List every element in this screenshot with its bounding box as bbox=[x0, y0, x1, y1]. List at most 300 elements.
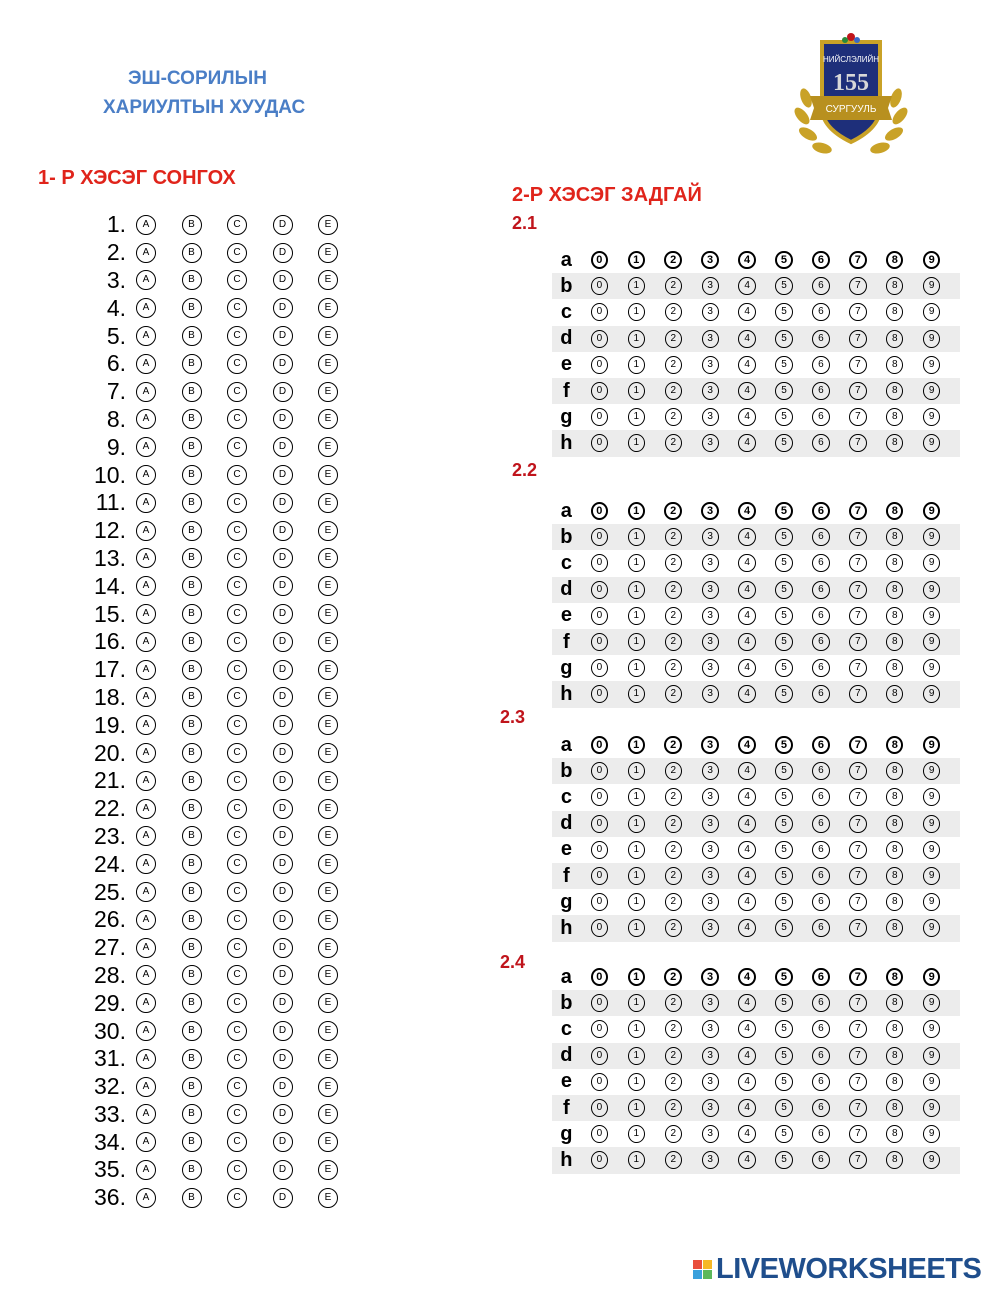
digit-bubble[interactable]: 9 bbox=[923, 893, 940, 911]
digit-bubble[interactable]: 1 bbox=[628, 502, 645, 520]
option-bubble[interactable]: E bbox=[318, 1021, 338, 1041]
option-bubble[interactable]: D bbox=[273, 687, 293, 707]
digit-bubble[interactable]: 0 bbox=[591, 685, 608, 703]
option-bubble[interactable]: D bbox=[273, 799, 293, 819]
digit-bubble[interactable]: 9 bbox=[923, 788, 940, 806]
digit-bubble[interactable]: 0 bbox=[591, 408, 608, 426]
digit-bubble[interactable]: 8 bbox=[886, 554, 903, 572]
digit-bubble[interactable]: 0 bbox=[591, 528, 608, 546]
digit-bubble[interactable]: 4 bbox=[738, 528, 755, 546]
option-bubble[interactable]: A bbox=[136, 521, 156, 541]
option-bubble[interactable]: B bbox=[182, 1021, 202, 1041]
digit-bubble[interactable]: 6 bbox=[812, 762, 829, 780]
digit-bubble[interactable]: 2 bbox=[665, 815, 682, 833]
digit-bubble[interactable]: 2 bbox=[665, 685, 682, 703]
option-bubble[interactable]: A bbox=[136, 826, 156, 846]
digit-bubble[interactable]: 1 bbox=[628, 1047, 645, 1065]
digit-bubble[interactable]: 6 bbox=[812, 581, 829, 599]
option-bubble[interactable]: E bbox=[318, 521, 338, 541]
digit-bubble[interactable]: 2 bbox=[665, 867, 682, 885]
option-bubble[interactable]: D bbox=[273, 1049, 293, 1069]
digit-bubble[interactable]: 3 bbox=[702, 893, 719, 911]
digit-bubble[interactable]: 3 bbox=[701, 251, 718, 269]
digit-bubble[interactable]: 0 bbox=[591, 1125, 608, 1143]
digit-bubble[interactable]: 8 bbox=[886, 1047, 903, 1065]
digit-bubble[interactable]: 9 bbox=[923, 356, 940, 374]
option-bubble[interactable]: A bbox=[136, 576, 156, 596]
digit-bubble[interactable]: 1 bbox=[628, 919, 645, 937]
digit-bubble[interactable]: 6 bbox=[812, 382, 829, 400]
option-bubble[interactable]: A bbox=[136, 799, 156, 819]
option-bubble[interactable]: C bbox=[227, 298, 247, 318]
option-bubble[interactable]: B bbox=[182, 548, 202, 568]
option-bubble[interactable]: A bbox=[136, 270, 156, 290]
option-bubble[interactable]: C bbox=[227, 493, 247, 513]
option-bubble[interactable]: E bbox=[318, 1188, 338, 1208]
digit-bubble[interactable]: 1 bbox=[628, 330, 645, 348]
digit-bubble[interactable]: 6 bbox=[812, 330, 829, 348]
option-bubble[interactable]: A bbox=[136, 604, 156, 624]
digit-bubble[interactable]: 2 bbox=[665, 994, 682, 1012]
digit-bubble[interactable]: 1 bbox=[628, 968, 645, 986]
digit-bubble[interactable]: 0 bbox=[591, 968, 608, 986]
option-bubble[interactable]: A bbox=[136, 1160, 156, 1180]
option-bubble[interactable]: B bbox=[182, 799, 202, 819]
option-bubble[interactable]: C bbox=[227, 326, 247, 346]
option-bubble[interactable]: B bbox=[182, 604, 202, 624]
digit-bubble[interactable]: 4 bbox=[738, 1151, 755, 1169]
digit-bubble[interactable]: 4 bbox=[738, 633, 755, 651]
option-bubble[interactable]: A bbox=[136, 382, 156, 402]
digit-bubble[interactable]: 8 bbox=[886, 736, 903, 754]
digit-bubble[interactable]: 3 bbox=[702, 408, 719, 426]
option-bubble[interactable]: A bbox=[136, 715, 156, 735]
digit-bubble[interactable]: 5 bbox=[775, 502, 792, 520]
option-bubble[interactable]: D bbox=[273, 298, 293, 318]
digit-bubble[interactable]: 4 bbox=[738, 893, 755, 911]
digit-bubble[interactable]: 5 bbox=[775, 607, 792, 625]
option-bubble[interactable]: C bbox=[227, 548, 247, 568]
digit-bubble[interactable]: 2 bbox=[665, 434, 682, 452]
digit-bubble[interactable]: 9 bbox=[923, 919, 940, 937]
digit-bubble[interactable]: 0 bbox=[591, 251, 608, 269]
digit-bubble[interactable]: 6 bbox=[812, 815, 829, 833]
digit-bubble[interactable]: 6 bbox=[812, 502, 829, 520]
digit-bubble[interactable]: 1 bbox=[628, 659, 645, 677]
digit-bubble[interactable]: 9 bbox=[923, 581, 940, 599]
digit-bubble[interactable]: 3 bbox=[702, 303, 719, 321]
option-bubble[interactable]: D bbox=[273, 409, 293, 429]
option-bubble[interactable]: C bbox=[227, 743, 247, 763]
option-bubble[interactable]: E bbox=[318, 382, 338, 402]
digit-bubble[interactable]: 2 bbox=[665, 1151, 682, 1169]
digit-bubble[interactable]: 3 bbox=[702, 841, 719, 859]
digit-bubble[interactable]: 4 bbox=[738, 762, 755, 780]
option-bubble[interactable]: D bbox=[273, 938, 293, 958]
digit-bubble[interactable]: 1 bbox=[628, 408, 645, 426]
digit-bubble[interactable]: 1 bbox=[628, 815, 645, 833]
digit-bubble[interactable]: 4 bbox=[738, 968, 755, 986]
option-bubble[interactable]: E bbox=[318, 660, 338, 680]
digit-bubble[interactable]: 1 bbox=[628, 1073, 645, 1091]
digit-bubble[interactable]: 5 bbox=[775, 893, 792, 911]
digit-bubble[interactable]: 7 bbox=[849, 581, 866, 599]
digit-bubble[interactable]: 9 bbox=[923, 994, 940, 1012]
digit-bubble[interactable]: 8 bbox=[886, 1151, 903, 1169]
digit-bubble[interactable]: 6 bbox=[812, 434, 829, 452]
digit-bubble[interactable]: 2 bbox=[665, 528, 682, 546]
digit-bubble[interactable]: 2 bbox=[665, 633, 682, 651]
option-bubble[interactable]: C bbox=[227, 632, 247, 652]
option-bubble[interactable]: B bbox=[182, 521, 202, 541]
option-bubble[interactable]: D bbox=[273, 1021, 293, 1041]
digit-bubble[interactable]: 7 bbox=[849, 685, 866, 703]
option-bubble[interactable]: B bbox=[182, 687, 202, 707]
digit-bubble[interactable]: 6 bbox=[812, 867, 829, 885]
digit-bubble[interactable]: 1 bbox=[628, 277, 645, 295]
digit-bubble[interactable]: 9 bbox=[923, 251, 940, 269]
option-bubble[interactable]: A bbox=[136, 687, 156, 707]
digit-bubble[interactable]: 1 bbox=[628, 528, 645, 546]
option-bubble[interactable]: D bbox=[273, 882, 293, 902]
option-bubble[interactable]: D bbox=[273, 465, 293, 485]
digit-bubble[interactable]: 7 bbox=[849, 251, 866, 269]
option-bubble[interactable]: A bbox=[136, 1104, 156, 1124]
option-bubble[interactable]: E bbox=[318, 993, 338, 1013]
option-bubble[interactable]: C bbox=[227, 993, 247, 1013]
digit-bubble[interactable]: 8 bbox=[886, 685, 903, 703]
option-bubble[interactable]: D bbox=[273, 326, 293, 346]
option-bubble[interactable]: D bbox=[273, 1188, 293, 1208]
digit-bubble[interactable]: 5 bbox=[775, 528, 792, 546]
digit-bubble[interactable]: 3 bbox=[702, 382, 719, 400]
option-bubble[interactable]: B bbox=[182, 576, 202, 596]
digit-bubble[interactable]: 1 bbox=[628, 251, 645, 269]
digit-bubble[interactable]: 8 bbox=[886, 841, 903, 859]
option-bubble[interactable]: E bbox=[318, 687, 338, 707]
digit-bubble[interactable]: 7 bbox=[849, 841, 866, 859]
digit-bubble[interactable]: 1 bbox=[628, 1125, 645, 1143]
digit-bubble[interactable]: 9 bbox=[923, 815, 940, 833]
option-bubble[interactable]: E bbox=[318, 799, 338, 819]
digit-bubble[interactable]: 0 bbox=[591, 607, 608, 625]
digit-bubble[interactable]: 5 bbox=[775, 1099, 792, 1117]
digit-bubble[interactable]: 6 bbox=[812, 554, 829, 572]
digit-bubble[interactable]: 8 bbox=[886, 502, 903, 520]
digit-bubble[interactable]: 8 bbox=[886, 919, 903, 937]
digit-bubble[interactable]: 1 bbox=[628, 736, 645, 754]
option-bubble[interactable]: B bbox=[182, 326, 202, 346]
option-bubble[interactable]: D bbox=[273, 521, 293, 541]
option-bubble[interactable]: C bbox=[227, 882, 247, 902]
option-bubble[interactable]: C bbox=[227, 465, 247, 485]
option-bubble[interactable]: D bbox=[273, 493, 293, 513]
option-bubble[interactable]: D bbox=[273, 437, 293, 457]
digit-bubble[interactable]: 0 bbox=[591, 356, 608, 374]
digit-bubble[interactable]: 4 bbox=[738, 788, 755, 806]
digit-bubble[interactable]: 8 bbox=[886, 1099, 903, 1117]
option-bubble[interactable]: A bbox=[136, 771, 156, 791]
digit-bubble[interactable]: 5 bbox=[775, 841, 792, 859]
digit-bubble[interactable]: 5 bbox=[775, 788, 792, 806]
option-bubble[interactable]: B bbox=[182, 1132, 202, 1152]
option-bubble[interactable]: C bbox=[227, 965, 247, 985]
digit-bubble[interactable]: 4 bbox=[738, 330, 755, 348]
option-bubble[interactable]: B bbox=[182, 854, 202, 874]
option-bubble[interactable]: C bbox=[227, 521, 247, 541]
option-bubble[interactable]: B bbox=[182, 354, 202, 374]
digit-bubble[interactable]: 9 bbox=[923, 1047, 940, 1065]
digit-bubble[interactable]: 8 bbox=[886, 994, 903, 1012]
option-bubble[interactable]: A bbox=[136, 548, 156, 568]
digit-bubble[interactable]: 0 bbox=[591, 633, 608, 651]
digit-bubble[interactable]: 5 bbox=[775, 382, 792, 400]
digit-bubble[interactable]: 2 bbox=[665, 1020, 682, 1038]
option-bubble[interactable]: C bbox=[227, 660, 247, 680]
option-bubble[interactable]: D bbox=[273, 1160, 293, 1180]
digit-bubble[interactable]: 8 bbox=[886, 607, 903, 625]
digit-bubble[interactable]: 2 bbox=[665, 1099, 682, 1117]
digit-bubble[interactable]: 0 bbox=[591, 1047, 608, 1065]
option-bubble[interactable]: E bbox=[318, 409, 338, 429]
digit-bubble[interactable]: 3 bbox=[702, 762, 719, 780]
option-bubble[interactable]: A bbox=[136, 882, 156, 902]
digit-bubble[interactable]: 8 bbox=[886, 251, 903, 269]
digit-bubble[interactable]: 8 bbox=[886, 867, 903, 885]
digit-bubble[interactable]: 9 bbox=[923, 659, 940, 677]
option-bubble[interactable]: D bbox=[273, 354, 293, 374]
digit-bubble[interactable]: 1 bbox=[628, 867, 645, 885]
option-bubble[interactable]: B bbox=[182, 382, 202, 402]
digit-bubble[interactable]: 8 bbox=[886, 1073, 903, 1091]
option-bubble[interactable]: C bbox=[227, 771, 247, 791]
digit-bubble[interactable]: 0 bbox=[591, 919, 608, 937]
digit-bubble[interactable]: 4 bbox=[738, 277, 755, 295]
digit-bubble[interactable]: 1 bbox=[628, 356, 645, 374]
digit-bubble[interactable]: 4 bbox=[738, 581, 755, 599]
digit-bubble[interactable]: 3 bbox=[702, 1151, 719, 1169]
digit-bubble[interactable]: 4 bbox=[738, 685, 755, 703]
option-bubble[interactable]: D bbox=[273, 270, 293, 290]
option-bubble[interactable]: A bbox=[136, 910, 156, 930]
digit-bubble[interactable]: 6 bbox=[812, 528, 829, 546]
digit-bubble[interactable]: 2 bbox=[665, 356, 682, 374]
digit-bubble[interactable]: 4 bbox=[738, 408, 755, 426]
digit-bubble[interactable]: 6 bbox=[812, 893, 829, 911]
digit-bubble[interactable]: 9 bbox=[923, 1125, 940, 1143]
digit-bubble[interactable]: 3 bbox=[702, 994, 719, 1012]
digit-bubble[interactable]: 1 bbox=[628, 1099, 645, 1117]
digit-bubble[interactable]: 0 bbox=[591, 841, 608, 859]
digit-bubble[interactable]: 4 bbox=[738, 1047, 755, 1065]
digit-bubble[interactable]: 4 bbox=[738, 867, 755, 885]
digit-bubble[interactable]: 3 bbox=[702, 815, 719, 833]
digit-bubble[interactable]: 8 bbox=[886, 659, 903, 677]
digit-bubble[interactable]: 8 bbox=[886, 356, 903, 374]
digit-bubble[interactable]: 8 bbox=[886, 581, 903, 599]
digit-bubble[interactable]: 3 bbox=[702, 554, 719, 572]
digit-bubble[interactable]: 6 bbox=[812, 408, 829, 426]
digit-bubble[interactable]: 5 bbox=[775, 815, 792, 833]
digit-bubble[interactable]: 3 bbox=[702, 1099, 719, 1117]
option-bubble[interactable]: A bbox=[136, 743, 156, 763]
digit-bubble[interactable]: 4 bbox=[738, 434, 755, 452]
digit-bubble[interactable]: 3 bbox=[702, 1073, 719, 1091]
option-bubble[interactable]: B bbox=[182, 743, 202, 763]
digit-bubble[interactable]: 9 bbox=[923, 736, 940, 754]
digit-bubble[interactable]: 7 bbox=[849, 659, 866, 677]
digit-bubble[interactable]: 5 bbox=[775, 919, 792, 937]
digit-bubble[interactable]: 4 bbox=[738, 1125, 755, 1143]
digit-bubble[interactable]: 6 bbox=[812, 685, 829, 703]
digit-bubble[interactable]: 0 bbox=[591, 303, 608, 321]
digit-bubble[interactable]: 7 bbox=[849, 408, 866, 426]
option-bubble[interactable]: B bbox=[182, 882, 202, 902]
digit-bubble[interactable]: 1 bbox=[628, 607, 645, 625]
digit-bubble[interactable]: 2 bbox=[664, 251, 681, 269]
option-bubble[interactable]: B bbox=[182, 270, 202, 290]
digit-bubble[interactable]: 9 bbox=[923, 382, 940, 400]
digit-bubble[interactable]: 4 bbox=[738, 736, 755, 754]
digit-bubble[interactable]: 3 bbox=[702, 581, 719, 599]
option-bubble[interactable]: C bbox=[227, 354, 247, 374]
digit-bubble[interactable]: 6 bbox=[812, 633, 829, 651]
option-bubble[interactable]: B bbox=[182, 715, 202, 735]
digit-bubble[interactable]: 3 bbox=[702, 528, 719, 546]
digit-bubble[interactable]: 0 bbox=[591, 736, 608, 754]
digit-bubble[interactable]: 8 bbox=[886, 788, 903, 806]
digit-bubble[interactable]: 3 bbox=[702, 1125, 719, 1143]
digit-bubble[interactable]: 7 bbox=[849, 502, 866, 520]
digit-bubble[interactable]: 7 bbox=[849, 1151, 866, 1169]
digit-bubble[interactable]: 5 bbox=[775, 659, 792, 677]
digit-bubble[interactable]: 1 bbox=[628, 762, 645, 780]
digit-bubble[interactable]: 0 bbox=[591, 867, 608, 885]
digit-bubble[interactable]: 9 bbox=[923, 502, 940, 520]
digit-bubble[interactable]: 7 bbox=[849, 1099, 866, 1117]
digit-bubble[interactable]: 3 bbox=[702, 867, 719, 885]
digit-bubble[interactable]: 6 bbox=[812, 968, 829, 986]
digit-bubble[interactable]: 2 bbox=[665, 1125, 682, 1143]
digit-bubble[interactable]: 4 bbox=[738, 502, 755, 520]
option-bubble[interactable]: A bbox=[136, 298, 156, 318]
digit-bubble[interactable]: 6 bbox=[812, 1099, 829, 1117]
option-bubble[interactable]: A bbox=[136, 1132, 156, 1152]
digit-bubble[interactable]: 8 bbox=[886, 815, 903, 833]
digit-bubble[interactable]: 0 bbox=[591, 1151, 608, 1169]
option-bubble[interactable]: C bbox=[227, 409, 247, 429]
digit-bubble[interactable]: 2 bbox=[665, 554, 682, 572]
digit-bubble[interactable]: 7 bbox=[849, 607, 866, 625]
digit-bubble[interactable]: 6 bbox=[812, 251, 829, 269]
digit-bubble[interactable]: 5 bbox=[775, 1125, 792, 1143]
digit-bubble[interactable]: 4 bbox=[738, 659, 755, 677]
digit-bubble[interactable]: 9 bbox=[923, 528, 940, 546]
digit-bubble[interactable]: 5 bbox=[775, 330, 792, 348]
digit-bubble[interactable]: 8 bbox=[886, 893, 903, 911]
digit-bubble[interactable]: 8 bbox=[886, 968, 903, 986]
digit-bubble[interactable]: 8 bbox=[886, 277, 903, 295]
digit-bubble[interactable]: 5 bbox=[775, 867, 792, 885]
digit-bubble[interactable]: 2 bbox=[665, 408, 682, 426]
digit-bubble[interactable]: 9 bbox=[923, 685, 940, 703]
option-bubble[interactable]: C bbox=[227, 270, 247, 290]
digit-bubble[interactable]: 7 bbox=[849, 330, 866, 348]
option-bubble[interactable]: B bbox=[182, 1077, 202, 1097]
option-bubble[interactable]: E bbox=[318, 354, 338, 374]
digit-bubble[interactable]: 9 bbox=[923, 1020, 940, 1038]
option-bubble[interactable]: B bbox=[182, 1104, 202, 1124]
option-bubble[interactable]: C bbox=[227, 382, 247, 402]
digit-bubble[interactable]: 4 bbox=[738, 251, 755, 269]
digit-bubble[interactable]: 0 bbox=[591, 1073, 608, 1091]
digit-bubble[interactable]: 6 bbox=[812, 1073, 829, 1091]
option-bubble[interactable]: B bbox=[182, 1188, 202, 1208]
option-bubble[interactable]: E bbox=[318, 826, 338, 846]
option-bubble[interactable]: E bbox=[318, 965, 338, 985]
digit-bubble[interactable]: 9 bbox=[923, 762, 940, 780]
option-bubble[interactable]: C bbox=[227, 1132, 247, 1152]
digit-bubble[interactable]: 6 bbox=[812, 736, 829, 754]
option-bubble[interactable]: B bbox=[182, 965, 202, 985]
digit-bubble[interactable]: 2 bbox=[665, 893, 682, 911]
option-bubble[interactable]: B bbox=[182, 1160, 202, 1180]
digit-bubble[interactable]: 0 bbox=[591, 994, 608, 1012]
digit-bubble[interactable]: 0 bbox=[591, 382, 608, 400]
digit-bubble[interactable]: 0 bbox=[591, 659, 608, 677]
digit-bubble[interactable]: 8 bbox=[886, 762, 903, 780]
option-bubble[interactable]: C bbox=[227, 910, 247, 930]
option-bubble[interactable]: A bbox=[136, 465, 156, 485]
option-bubble[interactable]: D bbox=[273, 743, 293, 763]
digit-bubble[interactable]: 6 bbox=[812, 919, 829, 937]
digit-bubble[interactable]: 5 bbox=[775, 251, 792, 269]
option-bubble[interactable]: C bbox=[227, 576, 247, 596]
digit-bubble[interactable]: 5 bbox=[775, 408, 792, 426]
digit-bubble[interactable]: 5 bbox=[775, 968, 792, 986]
digit-bubble[interactable]: 3 bbox=[701, 968, 718, 986]
digit-bubble[interactable]: 7 bbox=[849, 1020, 866, 1038]
digit-bubble[interactable]: 7 bbox=[849, 893, 866, 911]
option-bubble[interactable]: D bbox=[273, 993, 293, 1013]
digit-bubble[interactable]: 9 bbox=[923, 867, 940, 885]
digit-bubble[interactable]: 3 bbox=[702, 434, 719, 452]
digit-bubble[interactable]: 6 bbox=[812, 1151, 829, 1169]
digit-bubble[interactable]: 4 bbox=[738, 554, 755, 572]
digit-bubble[interactable]: 3 bbox=[702, 277, 719, 295]
option-bubble[interactable]: D bbox=[273, 1132, 293, 1152]
digit-bubble[interactable]: 8 bbox=[886, 303, 903, 321]
option-bubble[interactable]: A bbox=[136, 1021, 156, 1041]
option-bubble[interactable]: A bbox=[136, 993, 156, 1013]
option-bubble[interactable]: E bbox=[318, 465, 338, 485]
digit-bubble[interactable]: 8 bbox=[886, 1020, 903, 1038]
digit-bubble[interactable]: 0 bbox=[591, 502, 608, 520]
digit-bubble[interactable]: 4 bbox=[738, 1099, 755, 1117]
digit-bubble[interactable]: 8 bbox=[886, 434, 903, 452]
option-bubble[interactable]: C bbox=[227, 938, 247, 958]
digit-bubble[interactable]: 1 bbox=[628, 893, 645, 911]
digit-bubble[interactable]: 7 bbox=[849, 867, 866, 885]
digit-bubble[interactable]: 9 bbox=[923, 277, 940, 295]
digit-bubble[interactable]: 6 bbox=[812, 1047, 829, 1065]
option-bubble[interactable]: E bbox=[318, 1049, 338, 1069]
digit-bubble[interactable]: 9 bbox=[923, 1151, 940, 1169]
digit-bubble[interactable]: 6 bbox=[812, 303, 829, 321]
digit-bubble[interactable]: 4 bbox=[738, 841, 755, 859]
digit-bubble[interactable]: 3 bbox=[702, 607, 719, 625]
digit-bubble[interactable]: 6 bbox=[812, 607, 829, 625]
